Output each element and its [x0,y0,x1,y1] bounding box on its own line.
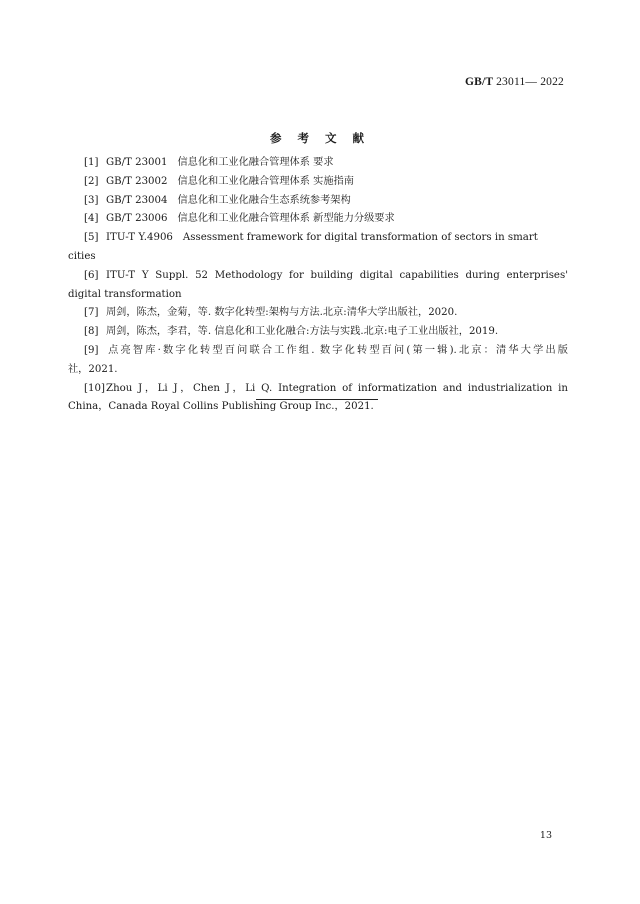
reference-item-4 [68,210,568,229]
reference-item-8 [68,323,568,342]
reference-index: [6] [84,269,99,281]
end-divider [256,399,378,400]
reference-index: [5] [84,232,99,244]
reference-index: [1] [84,157,99,168]
reference-index: [9] [84,344,99,356]
reference-item-2 [68,173,568,192]
reference-code: ITU-T Y.4906 [106,232,173,244]
standard-header [465,76,564,88]
reference-index: [3] [84,194,99,206]
reference-code: GB/T 23001 [106,157,168,168]
reference-title: 信息化和工业化融合管理体系 新型能力分级要求 [177,213,395,225]
reference-code: GB/T 23002 [106,175,168,187]
reference-index: [2] [84,175,99,187]
reference-code: GB/T 23006 [106,213,168,225]
reference-item-7 [68,304,568,323]
reference-item-5 [68,229,568,267]
reference-title: Assessment framework for digital transformation of sectors in smart cities [68,232,538,262]
reference-item-3 [68,192,568,211]
reference-line-2: digital transformation [68,288,182,300]
reference-item-9 [68,342,568,380]
section-title: 参 考 文 献 [269,131,370,145]
reference-text: 周剑，陈杰，李君，等. 信息化和工业化融合:方法与实践.北京:电子工业出版社，2019. [106,326,499,338]
standard-prefix: GB/T [464,76,494,88]
reference-line-1: ITU-T Y Suppl. 52 Methodology for building digital capabilities during enterprises' [106,269,568,281]
reference-title: 信息化和工业化融合管理体系 要求 [177,157,334,168]
reference-code: GB/T 23004 [106,194,168,206]
reference-line-1: Zhou J，Li J，Chen J，Li Q. Integration of informatization and industrialization in [106,382,568,394]
reference-line-1: 点亮智库·数字化转型百问联合工作组. 数字化转型百问(第一辑).北京：清华大学出版 [106,344,568,356]
reference-line-2: China，Canada Royal Collins Publishing Group Inc.，2021. [68,401,374,413]
reference-line-2: 社，2021. [68,363,118,375]
reference-index: [7] [84,307,99,319]
reference-title: 信息化和工业化融合生态系统参考架构 [177,194,351,206]
reference-text: 周剑，陈杰，金菊，等. 数字化转型:架构与方法.北京:清华大学出版社，2020. [106,307,458,319]
standard-number: 23011— 2022 [496,76,564,88]
reference-item-6 [68,267,568,305]
reference-item-1 [68,154,568,173]
reference-index: [8] [84,326,99,338]
reference-list [68,154,568,417]
page-number: 13 [539,830,552,841]
reference-title: 信息化和工业化融合管理体系 实施指南 [177,175,354,187]
reference-index: [10] [84,382,105,394]
reference-index: [4] [84,213,99,225]
